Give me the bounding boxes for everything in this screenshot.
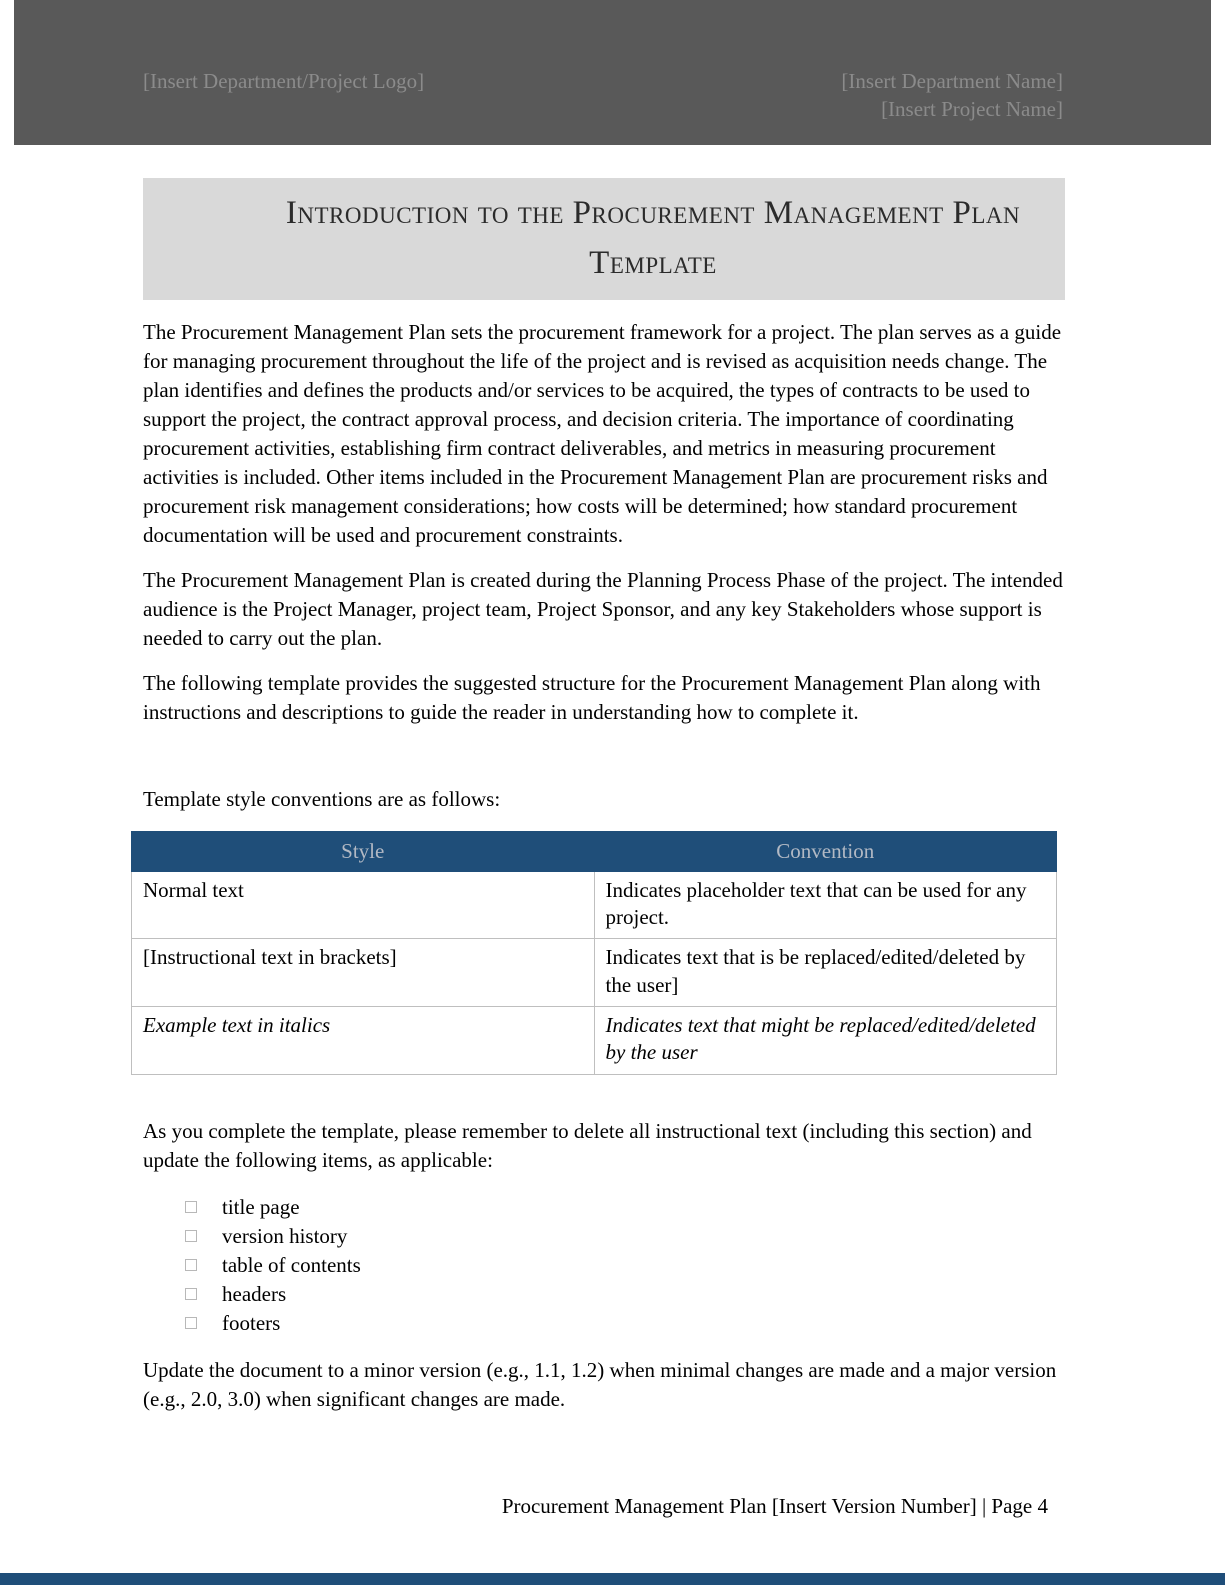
section-title-line1: Introduction to the Procurement Management Plan bbox=[285, 195, 1021, 231]
intro-paragraph-1: The Procurement Management Plan sets the procurement framework for a project. The plan serves as a guide for managing procurement throughout the life of the project and is revised as acquisition needs change. The plan identifies and defines the products and/or services to be acquired, the types of contracts to be used to support the project, the contract approval process, and decision criteria. The importance of coordinating procurement activities, establishing firm contract deliverables, and metrics in measuring procurement activities is included. Other items included in the Procurement Management Plan are procurement risks and procurement risk management considerations; how costs will be determined; how standard procurement documentation will be used and procurement constraints. bbox=[143, 320, 1062, 548]
table-cell-convention: Indicates text that might be replaced/edited/deleted by the user bbox=[594, 1007, 1057, 1075]
document-body bbox=[143, 145, 1069, 1414]
checklist-item bbox=[185, 1280, 1069, 1309]
project-name-placeholder: [Insert Project Name] bbox=[881, 96, 1063, 121]
table-header-style: Style bbox=[132, 831, 595, 871]
checklist-item-label: footers bbox=[222, 1310, 281, 1335]
table-row bbox=[132, 1007, 1057, 1075]
section-title-block bbox=[143, 178, 1065, 300]
table-cell-convention: Indicates text that is be replaced/edited/deleted by the user] bbox=[594, 939, 1057, 1007]
table-header-row bbox=[132, 831, 1057, 871]
update-checklist bbox=[143, 1193, 1069, 1338]
table-row bbox=[132, 939, 1057, 1007]
table-cell-convention: Indicates placeholder text that can be used for any project. bbox=[594, 871, 1057, 939]
logo-placeholder: [Insert Department/Project Logo] bbox=[143, 69, 425, 93]
section-title-line2: Template bbox=[589, 245, 717, 282]
checklist-item bbox=[185, 1222, 1069, 1251]
checklist-item bbox=[185, 1193, 1069, 1222]
page-footer: Procurement Management Plan [Insert Version Number] | Page 4 bbox=[501, 1494, 1048, 1518]
checkbox-icon bbox=[185, 1288, 197, 1300]
header-names bbox=[841, 68, 1063, 145]
department-name-placeholder: [Insert Department Name] bbox=[841, 69, 1063, 93]
closing-paragraph: Update the document to a minor version (e.g., 1.1, 1.2) when minimal changes are made and a major version (e.g., 2.0, 3.0) when significant changes are made. bbox=[143, 1357, 1057, 1411]
checklist-item-label: version history bbox=[222, 1223, 348, 1248]
table-cell-style: Example text in italics bbox=[132, 1007, 595, 1075]
intro-paragraph-2: The Procurement Management Plan is created during the Planning Process Phase of the project. The intended audience is the Project Manager, project team, Project Sponsor, and any key Stakeholders whose support is needed to carry out the plan. bbox=[143, 568, 1063, 650]
checkbox-icon bbox=[185, 1201, 197, 1213]
table-header-convention: Convention bbox=[594, 831, 1057, 871]
checkbox-icon bbox=[185, 1317, 197, 1329]
checklist-item-label: title page bbox=[222, 1194, 300, 1219]
table-cell-style: Normal text bbox=[132, 871, 595, 939]
checklist-item-label: headers bbox=[222, 1281, 287, 1306]
section-title bbox=[143, 188, 1163, 288]
checklist-item bbox=[185, 1309, 1069, 1338]
table-cell-style: [Instructional text in brackets] bbox=[132, 939, 595, 1007]
intro-paragraph-3: The following template provides the suggested structure for the Procurement Management Plan along with instructions and descriptions to guide the reader in understanding how to complete it. bbox=[143, 670, 1041, 724]
checkbox-icon bbox=[185, 1259, 197, 1271]
checkbox-icon bbox=[185, 1230, 197, 1242]
table-row bbox=[132, 871, 1057, 939]
conventions-intro: Template style conventions are as follows: bbox=[143, 786, 501, 811]
checklist-item-label: table of contents bbox=[222, 1252, 361, 1277]
bottom-accent-bar bbox=[0, 1573, 1225, 1585]
page-header bbox=[14, 0, 1211, 145]
style-conventions-table bbox=[131, 831, 1057, 1075]
checklist-intro: As you complete the template, please remember to delete all instructional text (including this section) and update the following items, as applicable: bbox=[143, 1118, 1032, 1172]
checklist-item bbox=[185, 1251, 1069, 1280]
